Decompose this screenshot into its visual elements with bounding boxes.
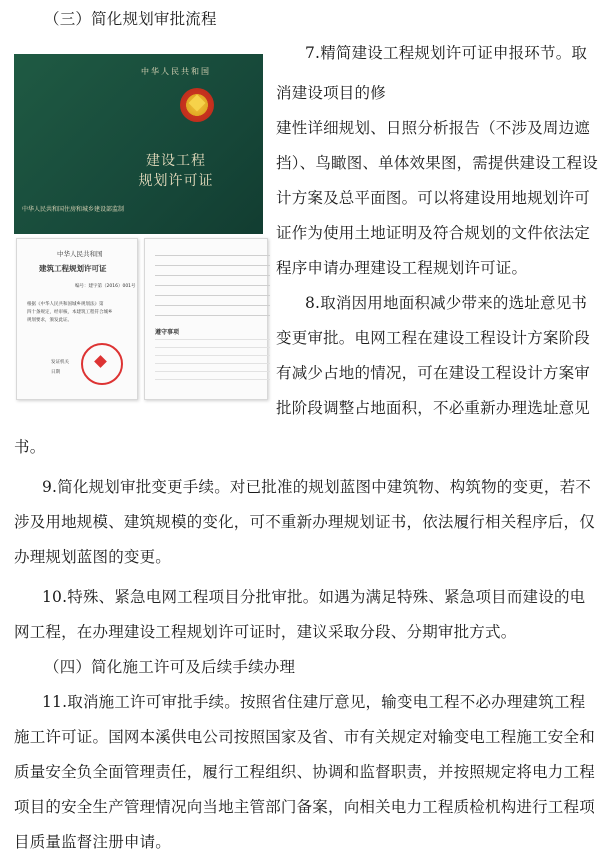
p11-line-1: 11.取消施工许可审批手续。按照省住建厅意见，输变电工程不必办理建筑工程 <box>42 693 586 711</box>
p11-line-4: 项目的安全生产管理情况向当地主管部门备案，向相关电力工程质检机构进行工程项 <box>14 798 595 816</box>
certificate-page-left-image <box>16 238 138 400</box>
p8-line-5: 书。 <box>14 438 46 456</box>
p10-line-1: 10.特殊、紧急电网工程项目分批审批。如遇为满足特殊、紧急项目而建设的电 <box>42 588 586 606</box>
p7-line-5: 计方案及总平面图。可以将建设用地规划许可 <box>276 189 591 207</box>
cover-issuer: 中华人民共和国住房和城乡建设部监制 <box>22 206 125 213</box>
p7-line-6: 证作为使用土地证明及符合规划的文件依法定 <box>276 224 591 242</box>
p8-line-3: 有减少占地的情况，可在建设工程设计方案审 <box>276 364 591 382</box>
p7-line-7: 程序申请办理建设工程规划许可证。 <box>276 259 528 277</box>
certificate-cover-image <box>14 54 263 234</box>
p11-line-3: 质量安全负全面管理责任，履行工程组织、协调和监督职责，并按照规定将电力工程 <box>14 763 595 781</box>
p8-line-4: 批阶段调整占地面积，不必重新办理选址意见 <box>276 399 591 417</box>
national-emblem-icon <box>180 88 214 122</box>
p9-line-1: 9.简化规划审批变更手续。对已批准的规划蓝图中建筑物、构筑物的变更，若不 <box>42 478 591 496</box>
p11-line-5: 目质量监督注册申请。 <box>14 833 172 851</box>
cover-title-line2: 规划许可证 <box>138 173 214 189</box>
page-left-title: 建筑工程规划许可证 <box>39 264 107 273</box>
p10-line-2: 网工程，在办理建设工程规划许可证时，建议采取分段、分期审批方式。 <box>14 623 517 641</box>
p7-line-1: 7.精简建设工程规划许可证申报环节。取 <box>305 44 588 62</box>
p7-line-3: 建性详细规划、日照分析报告（不涉及周边遮 <box>276 119 591 137</box>
page-left-body-3: 规划要求，颁发此证。 <box>27 318 72 323</box>
page-left-org: 发证机关 <box>51 360 69 365</box>
page-left-country: 中华人民共和国 <box>57 250 103 258</box>
p11-line-2: 施工许可证。国网本溪供电公司按照国家及省、市有关规定对输变电工程施工安全和 <box>14 728 595 746</box>
official-seal-icon <box>81 343 123 385</box>
page-left-body-2: 四十条规定，经审核，本建筑工程符合城乡 <box>27 310 113 315</box>
section-heading-4: （四）简化施工许可及后续手续办理 <box>44 658 296 676</box>
p8-line-1: 8.取消因用地面积减少带来的选址意见书 <box>305 294 588 312</box>
page-left-body-1: 根据《中华人民共和国城乡规划法》第 <box>27 302 104 307</box>
certificate-page-right-image <box>144 238 268 400</box>
p7-line-4: 挡）、鸟瞰图、单体效果图，需提供建设工程设 <box>276 154 598 172</box>
page-left-date: 日期 <box>51 370 60 375</box>
page-right-notice: 遵守事项 <box>155 329 180 336</box>
cover-country: 中华人民共和国 <box>141 67 211 76</box>
cover-title-line1: 建设工程 <box>146 153 206 169</box>
p9-line-3: 办理规划蓝图的变更。 <box>14 548 172 566</box>
p9-line-2: 涉及用地规模、建筑规模的变化，可不重新办理规划证书，依法履行相关程序后，仅 <box>14 513 595 531</box>
p8-line-2: 变更审批。电网工程在建设工程设计方案阶段 <box>276 329 591 347</box>
p7-line-2: 消建设项目的修 <box>276 84 386 102</box>
page-left-serial: 编号：建字第（2016）001号 <box>75 284 136 289</box>
section-heading-3: （三）简化规划审批流程 <box>44 10 217 28</box>
